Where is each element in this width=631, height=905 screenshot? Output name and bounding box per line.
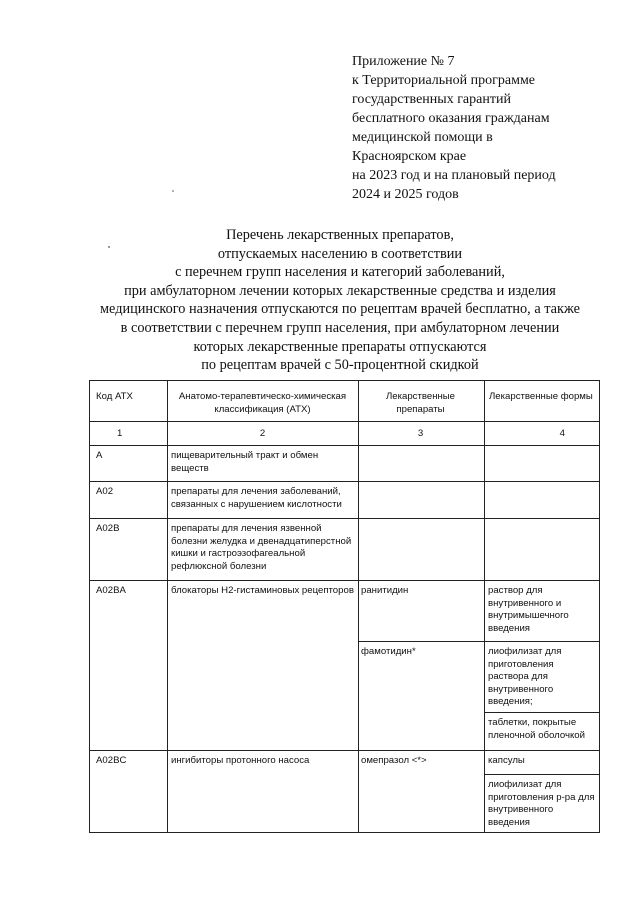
appendix-line: Красноярском крае <box>352 149 467 164</box>
title-line: при амбулаторном лечении которых лекарственные средства и изделия <box>124 282 556 299</box>
drug-cell <box>359 519 485 581</box>
header-atc-classification: Анатомо-терапевтическо-химическая классификация (АТХ) <box>168 381 359 422</box>
title-line: Перечень лекарственных препаратов, <box>226 227 454 243</box>
column-number: 3 <box>359 422 485 446</box>
table-row <box>90 446 600 482</box>
title-line: по рецептам врачей с 50-процентной скидкой <box>201 357 479 374</box>
form-cell: раствор для внутривенного и внутримышечного введения <box>485 581 600 642</box>
header-dosage-forms: Лекарственные формы <box>485 381 600 422</box>
table-row <box>90 751 600 775</box>
column-number-row <box>90 422 600 446</box>
appendix-line: медицинской помощи в <box>352 130 493 145</box>
classification-cell: пищеварительный тракт и обмен веществ <box>168 446 359 482</box>
drug-cell: ранитидин <box>359 581 485 642</box>
form-cell: капсулы <box>485 751 600 775</box>
form-cell <box>485 482 600 519</box>
table-row <box>90 581 600 642</box>
table-row <box>90 519 600 581</box>
title-line: которых лекарственные препараты отпускаются <box>193 338 487 355</box>
drug-cell: омепразол <*> <box>359 751 485 833</box>
form-cell: таблетки, покрытые пленочной оболочкой <box>485 713 600 751</box>
form-cell <box>485 519 600 581</box>
appendix-line: государственных гарантий <box>352 92 511 107</box>
table-header-row <box>90 381 600 422</box>
appendix-line: 2024 и 2025 годов <box>352 187 459 202</box>
atc-table <box>89 380 600 833</box>
title-line: медицинского назначения отпускаются по рецептам врачей бесплатно, а также <box>99 301 581 318</box>
appendix-line: к Территориальной программе <box>352 73 536 88</box>
title-line: в соответствии с перечнем групп населения, при амбулаторном лечении <box>120 319 560 336</box>
appendix-line: на 2023 год и на плановый период <box>352 168 556 183</box>
atc-code-cell: A02B <box>90 519 168 581</box>
atc-code-cell: A02 <box>90 482 168 519</box>
drug-cell <box>359 446 485 482</box>
atc-code-cell: A02BA <box>90 581 168 751</box>
form-cell: лиофилизат для приготовления раствора для внутривенного введения; <box>485 642 600 713</box>
atc-code-cell: A02BC <box>90 751 168 833</box>
table-row <box>90 482 600 519</box>
classification-cell: блокаторы H2-гистаминовых рецепторов <box>168 581 359 751</box>
header-atc-code: Код АТХ <box>90 381 168 422</box>
appendix-line: Приложение № 7 <box>352 54 455 69</box>
scan-speck <box>172 190 174 192</box>
appendix-header <box>352 52 622 204</box>
form-cell <box>485 446 600 482</box>
atc-code-cell: A <box>90 446 168 482</box>
column-number: 1 <box>90 422 168 446</box>
classification-cell: препараты для лечения язвенной болезни желудка и двенадцатиперстной кишки и гастроэзофагеальной рефлюксной болезни <box>168 519 359 581</box>
form-cell: лиофилизат для приготовления р-ра для внутривенного введения <box>485 775 600 833</box>
header-drugs: Лекарственные препараты <box>359 381 485 422</box>
column-number: 4 <box>485 422 600 446</box>
classification-cell: ингибиторы протонного насоса <box>168 751 359 833</box>
column-number: 2 <box>168 422 359 446</box>
title-line: отпускаемых населению в соответствии <box>217 245 463 262</box>
classification-cell: препараты для лечения заболеваний, связанных с нарушением кислотности <box>168 482 359 519</box>
title-line: с перечнем групп населения и категорий заболеваний, <box>175 264 505 281</box>
appendix-line: бесплатного оказания гражданам <box>352 111 550 126</box>
document-title <box>70 226 610 375</box>
drug-cell: фамотидин* <box>359 642 485 751</box>
drug-cell <box>359 482 485 519</box>
